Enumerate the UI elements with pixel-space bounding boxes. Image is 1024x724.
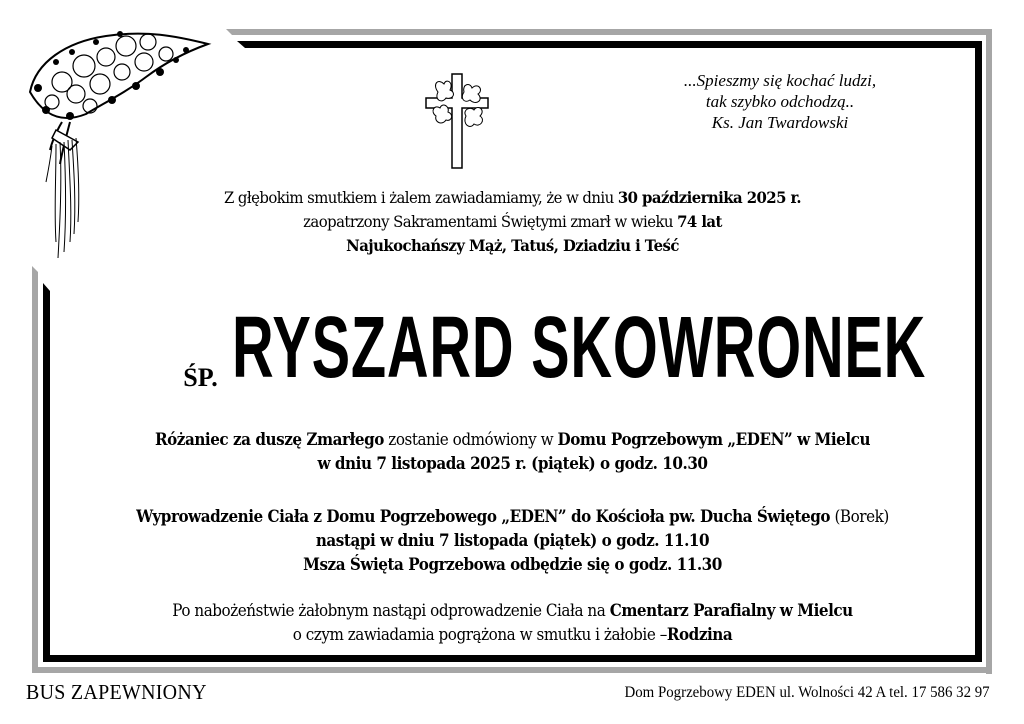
funeral-info [87,505,938,577]
announcement-intro [82,186,942,258]
frame-inner-bottom [43,655,982,662]
name-prefix: ŚP. [183,363,218,392]
frame-outer-bottom [32,667,992,673]
rosary-line-2: w dniu 7 listopada 2025 r. (piątek) o godz. 10.30 [317,454,708,473]
closing-line-1: Po nabożeństwie żałobnym nastąpi odprowadzenie Ciała na Cmentarz Parafialny w Mielcu [172,601,853,620]
quote-block [620,70,940,133]
quote-author: Ks. Jan Twardowski [711,113,849,132]
frame-outer-top [226,29,992,35]
frame-inner-right [975,41,982,662]
rosary-line-1: Różaniec za duszę Zmarłego zostanie odmówiony w Domu Pogrzebowym „EDEN” w Mielcu [154,430,871,449]
cross-with-lilies-icon [424,72,490,170]
closing-line-2: o czym zawiadamia pogrążona w smutku i żałobie –Rodzina [292,625,733,644]
funeral-line-1: Wyprowadzenie Ciała z Domu Pogrzebowego „EDEN” do Kościoła pw. Ducha Świętego (Borek) [136,507,889,526]
frame-inner-top [237,41,982,48]
funeral-line-2: nastąpi w dniu 7 listopada (piątek) o godz. 11.10 [315,531,710,550]
funeral-line-3: Msza Święta Pogrzebowa odbędzie się o godz. 11.30 [303,555,722,574]
frame-outer-right [986,29,992,674]
rosary-info [87,428,938,476]
frame-inner-left [43,283,50,662]
intro-line-3: Najukochańszy Mąż, Tatuś, Dziadziu i Teść [346,236,679,255]
intro-line-2: zaopatrzony Sakramentami Świętymi zmarł w wieku 74 lat [303,212,722,231]
funeral-home-contact: Dom Pogrzebowy EDEN ul. Wolności 42 A tel. 17 586 32 97 [624,684,990,701]
deceased-name: RYSZARD SKOWRONEK [231,297,926,396]
quote-line-1: ...Spieszmy się kochać ludzi, [683,71,877,90]
age: 74 lat [677,212,722,231]
deceased-name-row [60,297,965,397]
intro-line-1: Z głębokim smutkiem i żalem zawiadamiamy, że w dniu 30 października 2025 r. [223,188,802,207]
frame-outer-left [32,266,38,673]
death-date: 30 października 2025 r. [617,188,802,207]
quote-line-2: tak szybko odchodzą.. [705,92,855,111]
bus-notice: BUS ZAPEWNIONY [26,680,207,704]
closing-info [87,599,938,647]
